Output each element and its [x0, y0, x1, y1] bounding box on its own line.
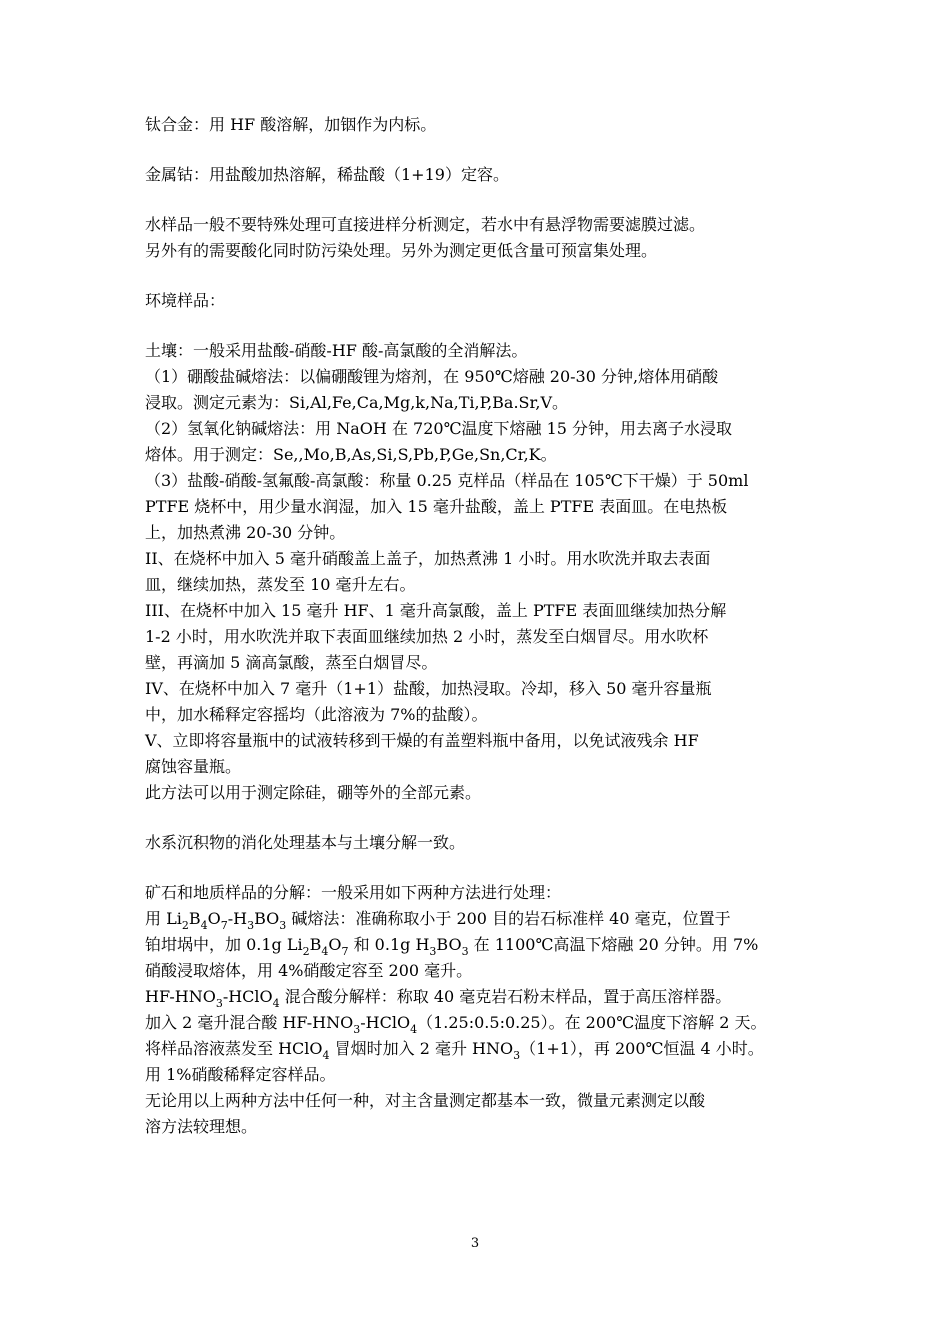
ore-line-conclusion: 无论用以上两种方法中任何一种，对主含量测定都基本一致，微量元素测定以酸 — [145, 1091, 706, 1110]
soil-line: 1-2 小时，用水吹洗并取下表面皿继续加热 2 小时，蒸发至白烟冒尽。用水吹杯 — [145, 627, 709, 646]
ore-line-crucible: 铂坩埚中，加 0.1g $Li_2B_4O_7$ 和 0.1g $H_3BO_3$ 在 1100℃高温下熔融 20 分钟。用 7% — [145, 935, 759, 958]
page-number: 3 — [470, 1236, 480, 1251]
ore-line-add-acid: 加入 2 毫升混合酸 $HF-HNO_3-HClO_4(1.25:0.5:0.25)$。在 200℃温度下溶解 2 天。 — [145, 1013, 767, 1036]
soil-line: 上，加热煮沸 20-30 分钟。 — [145, 523, 346, 542]
soil-line: III、在烧杯中加入 15 毫升 HF、1 毫升高氯酸，盖上 PTFE 表面皿继续加热分解 — [145, 601, 727, 620]
paragraph-cobalt: 金属钴：用盐酸加热溶解，稀盐酸（1+19）定容。 — [145, 165, 509, 184]
ore-section — [145, 880, 810, 1140]
paragraph-titanium: 钛合金：用 HF 酸溶解，加铟作为内标。 — [145, 115, 437, 134]
soil-line: 浸取。测定元素为：Si,Al,Fe,Ca,Mg,k,Na,Ti,P,Ba.Sr,V。 — [145, 393, 569, 412]
soil-line: （3）盐酸-硝酸-氢氟酸-高氯酸：称量 0.25 克样品（样品在 105℃下干燥）于 50ml — [145, 471, 749, 490]
ore-intro: 矿石和地质样品的分解：一般采用如下两种方法进行处理： — [145, 883, 562, 902]
ore-line-mixed-acid: $HF-HNO_3-HClO_4$ 混合酸分解样：称取 40 毫克岩石粉末样品，置于高压溶样器。 — [145, 987, 732, 1010]
ore-line-evaporate: 将样品溶液蒸发至 HClO$_4$ 冒烟时加入 2 毫升 $HNO_3(1+1)$，再 200℃恒温 4 小时。 — [145, 1039, 764, 1062]
soil-line: （2）氢氧化钠碱熔法：用 NaOH 在 720℃温度下熔融 15 分钟，用去离子水浸取 — [145, 419, 733, 438]
soil-line: 腐蚀容量瓶。 — [145, 757, 242, 776]
ore-line-conclusion: 溶方法较理想。 — [145, 1117, 258, 1136]
soil-line: V、立即将容量瓶中的试液转移到干燥的有盖塑料瓶中备用，以免试液残余 HF — [145, 731, 699, 750]
soil-line: 皿，继续加热，蒸发至 10 毫升左右。 — [145, 575, 416, 594]
paragraph-sediment: 水系沉积物的消化处理基本与土壤分解一致。 — [145, 833, 466, 852]
soil-line: 熔体。用于测定：Se,,Mo,B,As,Si,S,Pb,P,Ge,Sn,Cr,K。 — [145, 445, 557, 464]
paragraph-water-line: 另外有的需要酸化同时防污染处理。另外为测定更低含量可预富集处理。 — [145, 241, 658, 260]
ore-line-leach: 硝酸浸取熔体，用 4%硝酸定容至 200 毫升。 — [145, 961, 473, 980]
document-body — [145, 112, 810, 1140]
soil-line: 中，加水稀释定容摇均（此溶液为 7%的盐酸）。 — [145, 705, 488, 724]
soil-line: 此方法可以用于测定除硅，硼等外的全部元素。 — [145, 783, 482, 802]
ore-line-borate: 用 $Li_2B_4O_7-H_3BO_3$ 碱熔法：准确称取小于 200 目的岩石标准样 40 毫克，位置于 — [145, 909, 731, 932]
paragraph-water-line: 水样品一般不要特殊处理可直接进样分析测定，若水中有悬浮物需要滤膜过滤。 — [145, 215, 706, 234]
soil-line: II、在烧杯中加入 5 毫升硝酸盖上盖子，加热煮沸 1 小时。用水吹洗并取去表面 — [145, 549, 711, 568]
soil-line: IV、在烧杯中加入 7 毫升（1+1）盐酸，加热浸取。冷却，移入 50 毫升容量瓶 — [145, 679, 712, 698]
soil-line: PTFE 烧杯中，用少量水润湿，加入 15 毫升盐酸，盖上 PTFE 表面皿。在电热板 — [145, 497, 728, 516]
soil-line: 壁，再滴加 5 滴高氯酸，蒸至白烟冒尽。 — [145, 653, 438, 672]
section-heading-environment: 环境样品： — [145, 291, 226, 310]
soil-section — [145, 338, 810, 806]
soil-line: 土壤：一般采用盐酸-硝酸-HF 酸-高氯酸的全消解法。 — [145, 341, 528, 360]
ore-line-dilute: 用 1%硝酸稀释定容样品。 — [145, 1065, 336, 1084]
soil-line: （1）硼酸盐碱熔法：以偏硼酸锂为熔剂，在 950℃熔融 20-30 分钟,熔体用硝酸 — [145, 367, 719, 386]
